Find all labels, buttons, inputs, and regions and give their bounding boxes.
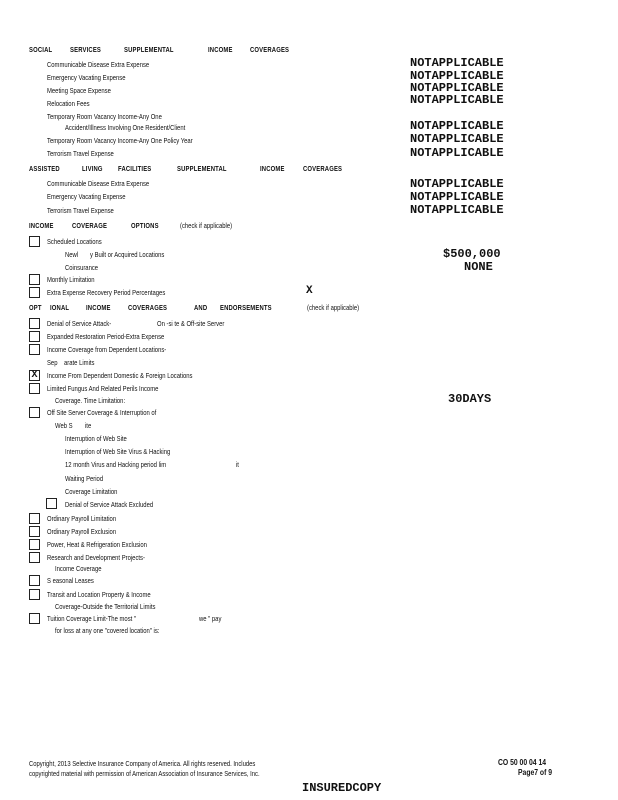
option-label: Coverage-Outside the Territorial Limits [55,602,156,611]
not-applicable-value: NOTAPPLICABLE [410,119,504,133]
option-label: Denial of Service Attack- [47,319,112,328]
coverage-item: Emergency Vacating Expense [47,192,126,201]
heading-word: ENDORSEMENTS [220,303,272,312]
option-label: 12 month Virus and Hacking period lim [65,460,167,469]
option-label: Transit and Location Property & Income [47,590,151,599]
option-label: Income Coverage [55,564,102,573]
option-label: Extra Expense Recovery Period Percentages [47,288,166,297]
option-label: On -si te & Off-site Server [157,319,225,328]
option-label: Monthly Limitation [47,275,95,284]
heading-word: COVERAGES [128,303,168,312]
copyright-line: copyrighted material with permission of American Association of Insurance Services, Inc. [29,769,260,778]
option-label: Income From Dependent Domestic & Foreign Locations [47,371,193,380]
option-label: Research and Development Projects- [47,553,145,562]
scheduled-locations-checkbox[interactable] [29,236,40,247]
option-label: Income Coverage from Dependent Locations- [47,345,167,354]
extra-expense-recovery-checkbox[interactable] [29,287,40,298]
coverage-item: Temporary Room Vacancy Income-Any One [47,112,162,121]
coverage-item: Relocation Fees [47,99,90,108]
option-label: Web S [55,421,73,430]
scheduled-amount-value: $500,000 [443,247,501,261]
ordinary-payroll-limitation-checkbox[interactable] [29,513,40,524]
not-applicable-value: NOTAPPLICABLE [410,69,504,83]
option-label: Scheduled Locations [47,237,102,246]
option-label: S easonal Leases [47,576,94,585]
coverage-item: Meeting Space Expense [47,86,111,95]
heading-word: COVERAGE [72,221,108,230]
option-label: y Built or Acquired Locations [90,250,165,259]
selection-mark: X [306,285,313,297]
limited-fungus-checkbox[interactable] [29,383,40,394]
option-label: Waiting Period [65,474,104,483]
research-development-checkbox[interactable] [29,552,40,563]
dependent-domestic-foreign-checkbox[interactable]: X [29,370,40,381]
heading-word: FACILITIES [118,164,152,173]
option-label: Ordinary Payroll Exclusion [47,527,117,536]
coverage-item: Accident/Illness Involving One Resident/Client [65,123,186,132]
heading-word: INCOME [86,303,111,312]
heading-word: COVERAGES [250,45,290,54]
transit-location-checkbox[interactable] [29,589,40,600]
coverage-item: Terrorism Travel Expense [47,206,114,215]
option-label: Expanded Restoration Period-Extra Expense [47,332,165,341]
monthly-limitation-checkbox[interactable] [29,274,40,285]
dependent-locations-checkbox[interactable] [29,344,40,355]
option-label: Sep [47,358,58,367]
copyright-line: Copyright, 2013 Selective Insurance Company of America. All rights reserved. Includes [29,759,256,768]
seasonal-leases-checkbox[interactable] [29,575,40,586]
option-label: Interruption of Web Site [65,434,127,443]
option-label: we " pay [199,614,222,623]
heading-word: AND [194,303,208,312]
option-label: Tuition Coverage Limit-The most " [47,614,137,623]
not-applicable-value: NOTAPPLICABLE [410,93,504,107]
option-label: Power, Heat & Refrigeration Exclusion [47,540,147,549]
denial-of-service-checkbox[interactable] [29,318,40,329]
form-number: CO 50 00 04 14 [498,758,547,767]
insured-copy-label: INSUREDCOPY [302,781,382,795]
heading-word: SOCIAL [29,45,53,54]
option-label: it [236,460,239,469]
option-label: Coinsurance [65,263,99,272]
power-heat-refrigeration-checkbox[interactable] [29,539,40,550]
heading-word: IONAL [50,303,70,312]
option-label: Coverage. Time Limitation: [55,396,126,405]
heading-word: ASSISTED [29,164,60,173]
option-label: for loss at any one "covered location" is: [55,626,160,635]
not-applicable-value: NOTAPPLICABLE [410,203,504,217]
heading-word: SERVICES [70,45,102,54]
coverage-item: Communicable Disease Extra Expense [47,60,150,69]
option-label: ite [85,421,92,430]
heading-word: INCOME [29,221,54,230]
heading-word: INCOME [208,45,233,54]
heading-word: OPTIONS [131,221,159,230]
option-label: arate Limits [64,358,95,367]
option-label: Denial of Service Attack Excluded [65,500,154,509]
option-label: Limited Fungus And Related Perils Income [47,384,159,393]
option-label: Interruption of Web Site Virus & Hacking [65,447,171,456]
heading-word: LIVING [82,164,103,173]
heading-word: SUPPLEMENTAL [124,45,174,54]
heading-note: (check if applicable) [180,221,233,230]
heading-note: (check if applicable) [307,303,360,312]
page-number: Page7 of 9 [518,768,553,777]
not-applicable-value: NOTAPPLICABLE [410,190,504,204]
tuition-coverage-checkbox[interactable] [29,613,40,624]
coinsurance-value: NONE [464,260,493,274]
heading-word: COVERAGES [303,164,343,173]
ordinary-payroll-exclusion-checkbox[interactable] [29,526,40,537]
option-label: Newl [65,250,79,259]
not-applicable-value: NOTAPPLICABLE [410,177,504,191]
heading-word: INCOME [260,164,285,173]
coverage-item: Emergency Vacating Expense [47,73,126,82]
option-label: Ordinary Payroll Limitation [47,514,117,523]
coverage-item: Terrorism Travel Expense [47,149,114,158]
heading-word: OPT [29,303,42,312]
coverage-item: Communicable Disease Extra Expense [47,179,150,188]
option-label: Coverage Limitation [65,487,118,496]
heading-word: SUPPLEMENTAL [177,164,227,173]
off-site-server-checkbox[interactable] [29,407,40,418]
expanded-restoration-checkbox[interactable] [29,331,40,342]
not-applicable-value: NOTAPPLICABLE [410,132,504,146]
not-applicable-value: NOTAPPLICABLE [410,146,504,160]
not-applicable-value: NOTAPPLICABLE [410,81,504,95]
not-applicable-value: NOTAPPLICABLE [410,56,504,70]
denial-of-service-excluded-checkbox[interactable] [46,498,57,509]
coverage-item: Temporary Room Vacancy Income-Any One Policy Year [47,136,193,145]
time-limitation-value: 30DAYS [448,392,492,406]
option-label: Off Site Server Coverage & Interruption of [47,408,157,417]
